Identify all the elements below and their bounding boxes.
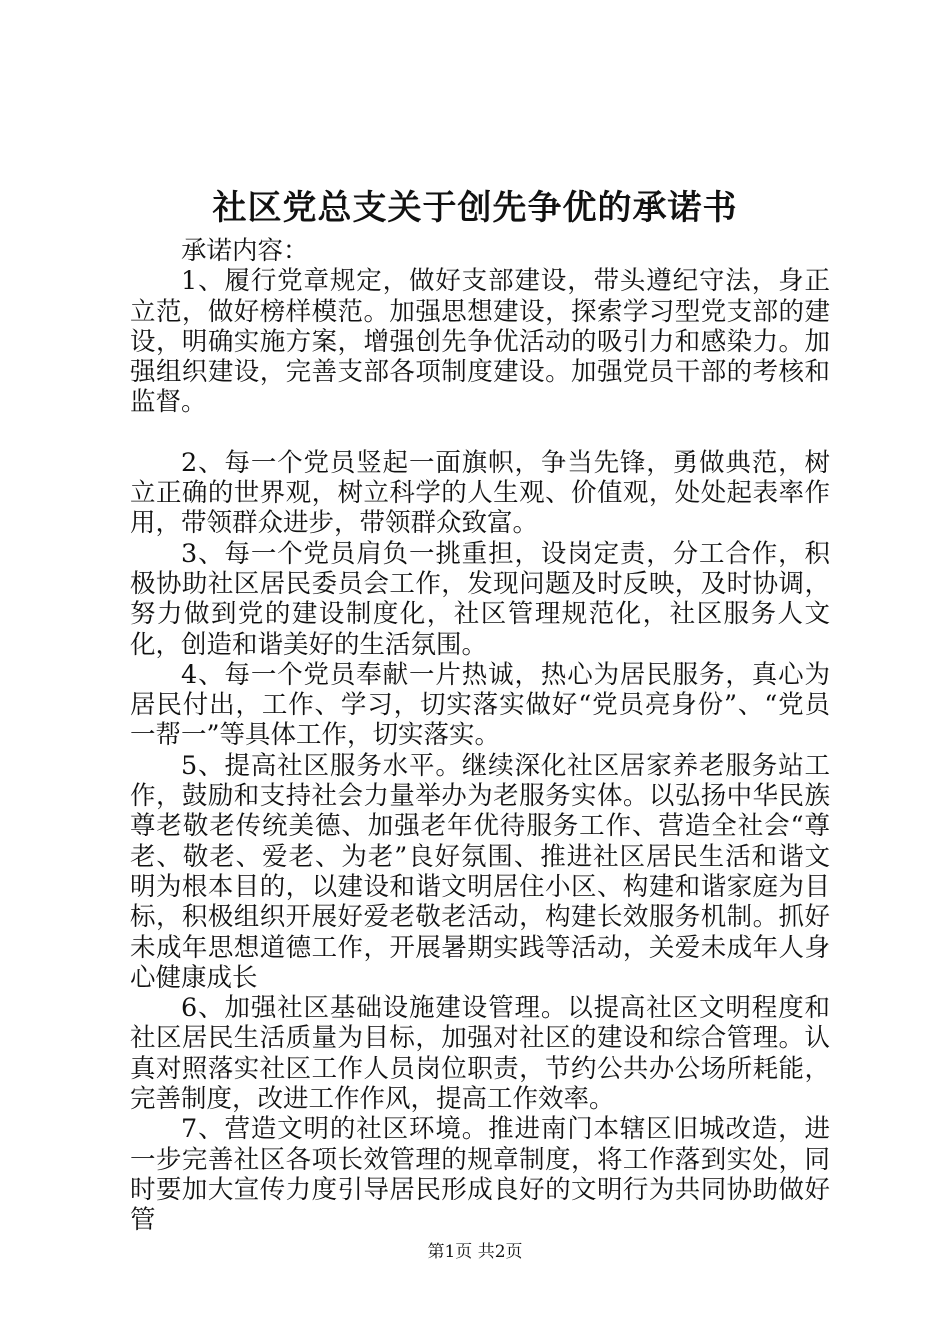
- paragraph-item-5: 5、提高社区服务水平。继续深化社区居家养老服务站工作，鼓励和支持社会力量举办为老服务实体。以弘扬中华民族尊老敬老传统美德、加强老年优待服务工作、营造全社会“尊老、敬老、爱老、为老”良好氛围、推进社区居民生活和谐文明为根本目的，以建设和谐文明居住小区、构建和谐家庭为目标，积极组织开展好爱老敬老活动，构建长效服务机制。抓好未成年思想道德工作，开展暑期实践等活动，关爱未成年人身心健康成长: [130, 750, 830, 993]
- document-title: 社区党总支关于创先争优的承诺书: [212, 188, 738, 228]
- paragraph-item-7: 7、营造文明的社区环境。推进南门本辖区旧城改造，进一步完善社区各项长效管理的规章制度，将工作落到实处，同时要加大宣传力度引导居民形成良好的文明行为共同协助做好管: [130, 1114, 830, 1236]
- paragraph-item-4: 4、每一个党员奉献一片热诚，热心为居民服务，真心为居民付出，工作、学习，切实落实做好“党员亮身份”、“党员一帮一”等具体工作，切实落实。: [130, 659, 830, 751]
- paragraph-item-3: 3、每一个党员肩负一挑重担，设岗定责，分工合作，积极协助社区居民委员会工作，发现问题及时反映，及时协调，努力做到党的建设制度化，社区管理规范化，社区服务人文化，创造和谐美好的生活氛围。: [130, 538, 830, 660]
- paragraph-intro: 承诺内容：: [181, 236, 309, 266]
- paragraph-item-2: 2、每一个党员竖起一面旗帜，争当先锋，勇做典范，树立正确的世界观，树立科学的人生观、价值观，处处起表率作用，带领群众进步，带领群众致富。: [130, 447, 830, 539]
- paragraph-item-1: 1、履行党章规定，做好支部建设，带头遵纪守法，身正立范，做好榜样模范。加强思想建设，探索学习型党支部的建设，明确实施方案，增强创先争优活动的吸引力和感染力。加强组织建设，完善支部各项制度建设。加强党员干部的考核和监督。: [130, 266, 830, 418]
- paragraph-item-6: 6、加强社区基础设施建设管理。以提高社区文明程度和社区居民生活质量为目标，加强对社区的建设和综合管理。认真对照落实社区工作人员岗位职责，节约公共办公场所耗能，完善制度，改进工作作风，提高工作效率。: [130, 993, 830, 1115]
- page-number-footer: 第1页 共2页: [427, 1242, 523, 1262]
- document-body: [130, 236, 830, 1236]
